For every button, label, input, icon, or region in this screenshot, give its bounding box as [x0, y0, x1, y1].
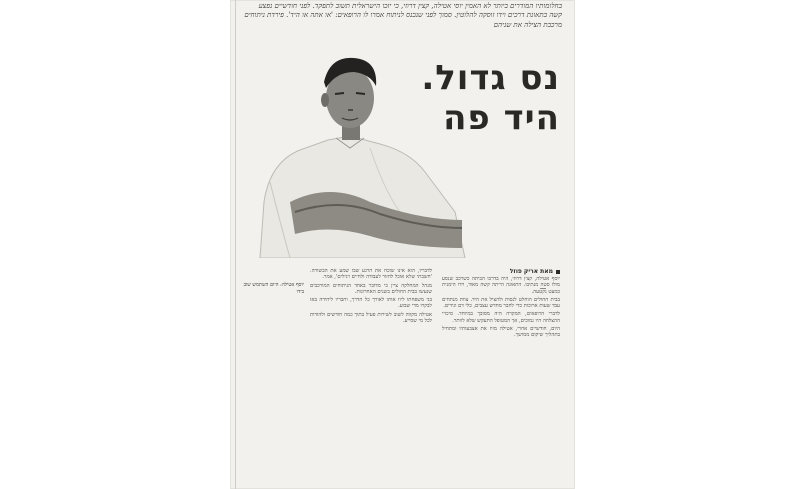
paragraph: אטילה מקווה לשוב לשירות פעיל בתוך כמה חודשים ולהודות לכל מי שסייע. [310, 311, 432, 325]
byline [452, 268, 560, 275]
article-column-left [310, 268, 432, 486]
headline-line-1: נס גדול. [421, 58, 560, 98]
article-column-right [442, 276, 560, 486]
paragraph: מנהל המחלקה ציין כי מדובר באחד הניתוחים המורכבים שנעשו בבית החולים בשנים האחרונות. [310, 282, 432, 295]
photo-caption: יוסף אטילה: היום השתמש שוב בידו [243, 282, 304, 295]
edge-mark [540, 288, 546, 289]
paragraph: בבית החולים הוחלט לנסות ולהציל את היד. צוות מנתחים עבד שעות ארוכות כדי לחבר מחדש עצבים, כלי דם וגידים. [442, 296, 560, 310]
intro-paragraph: בחלומותיו המודרים ביותר לא האמין יוסי אטילה, קצין דרוזי, כי יזכו הישראלית תשוב לתפקד. לפני חודשיים נפצע קשה בתאונת דרכים וידו זוסקה להלוטין. סמוך לפני שנכנס לניתוח אמרו לו הרופאים: 'או אתה או היד'. פירדת ניתוחים מרכבת הצילה את שניהם [244, 2, 562, 29]
paragraph: יוסף אטילה, קצין דרוזי, היה בדרכו הביתה כשרכב שנסע מולו סטה מנתיבו. התאונה הייתה קשה מאוד, וידו הימנית כמעט נקטעה. [442, 276, 560, 295]
paragraph: היום, חודשיים אחרי, אטילה מזיז את אצבעותיו ומתחיל בתהליך שיקום ממושך. [442, 326, 560, 339]
byline-text: מאת אריק פוזל [509, 268, 553, 275]
article-headline [410, 58, 560, 138]
bullet-square-icon [556, 270, 560, 274]
paragraph: לדבריו, הוא אינו שוכח את הרגע שבו שמע את הבשורה. 'חשבתי שלא אוכל לחזור לעבודה ולחיים רגילים', אמר. [310, 268, 432, 281]
paragraph: בני משפחתו ליוו אותו לאורך כל הדרך, וחבריו ליחידה באו לבקרו מדי שבוע. [310, 297, 432, 310]
page-fold-line [235, 0, 236, 489]
headline-line-2: היד פה [443, 98, 560, 138]
newspaper-clipping [230, 0, 575, 489]
paragraph: לדברי הרופאים, המקרה היה מסובך במיוחד. סיכויי ההצלחה היו נמוכים, אך המטופל התעקש שלא לוותר. [442, 311, 560, 324]
